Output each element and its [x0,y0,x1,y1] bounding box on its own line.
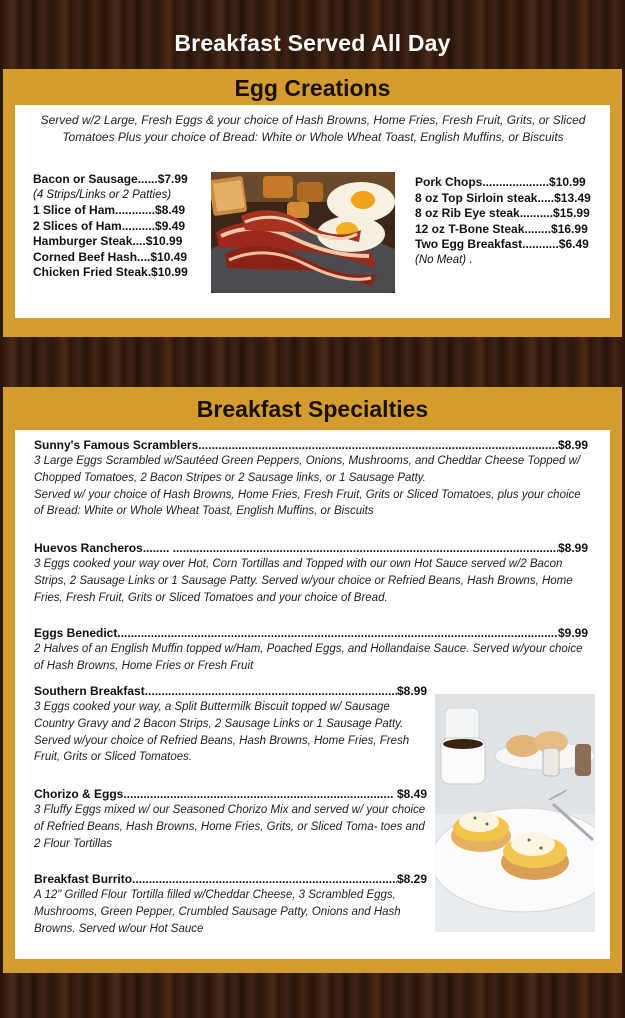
menu-item: Hamburger Steak....$10.99 [33,234,183,248]
specialty-item [34,871,427,937]
menu-item: 8 oz Rib Eye steak..........$15.99 [415,206,590,220]
menu-item-note: (4 Strips/Links or 2 Patties) [33,188,172,201]
specialty-description: Served w/ your choice of Hash Browns, Home Fries, Fresh Fruit, Grits or Sliced Tomatoes, plus your choice of Bread: White or Whole Wheat Toast, English Muffins, or Biscuits [34,488,581,518]
specialty-price: $8.49 [393,787,427,801]
egg-creations-heading: Egg Creations [234,75,391,101]
menu-item: 12 oz T-Bone Steak........$16.99 [415,221,588,236]
menu-item: Bacon or Sausage......$7.99 [33,172,188,186]
eggs-benedict-photo [435,694,595,932]
specialty-description: 3 Fluffy Eggs mixed w/ our Seasoned Chorizo Mix and served w/ your choice of Refried Beans, Hash Browns, Home Fries, Grits, or Sliced Toma- toes and 2 Flour Tortillas [34,804,426,850]
egg-creations-intro: Served w/2 Large, Fresh Eggs & your choice of Hash Browns, Home Fries, Fresh Fruit, Grits, or Sliced Tomatoes Plus your choice of Bread: White or Whole Wheat Toast, English Muffins, or Biscuits [40,113,586,144]
specialty-price: $8.99 [557,541,588,555]
leader-dots [198,437,558,453]
leader-dots [173,540,558,556]
specialty-item [34,540,588,606]
specialty-item [34,786,427,852]
specialty-item [34,625,588,675]
specialty-name: Breakfast Burrito [34,872,133,886]
egg-creations-panel [3,69,622,337]
menu-item: Corned Beef Hash....$10.49 [33,249,188,264]
specialty-name: Chorizo & Eggs [34,787,124,801]
specialty-price: $9.99 [557,626,588,640]
egg-creations-card [15,105,610,318]
bacon-eggs-photo [211,172,395,293]
leader-dots [117,625,558,641]
breakfast-specialties-heading: Breakfast Specialties [196,396,429,422]
specialty-name: Sunny's Famous Scramblers [34,438,199,452]
menu-item: 2 Slices of Ham..........$9.49 [33,218,186,233]
specialty-item [34,683,427,766]
menu-item: 1 Slice of Ham............$8.49 [33,203,186,217]
leader-dots [145,683,397,699]
specialty-description: 3 Large Eggs Scrambled w/Sautéed Green Peppers, Onions, Mushrooms, and Cheddar Cheese Topped w/ Chopped Tomatoes, 2 Bacon Stripes or 2 Sausage links, or 1 Sausage Patty. [34,455,581,484]
specialty-description: 3 Eggs cooked your way, a Split Buttermilk Biscuit topped w/ Sausage Country Gravy and 2 Bacon Strips, 2 Sausage Links or 1 Sausage Patty. Served w/your choice of Refried Beans, Hash Browns, Home Fries, Fresh Fruit, Grits or Sliced Tomatoes. [34,701,410,764]
egg-creations-left-list [33,172,208,281]
specialty-item [34,437,588,520]
specialty-description: 2 Halves of an English Muffin topped w/Ham, Poached Eggs, and Hollandaise Sauce. Served w/your choice of Hash Browns, Home Fries or Fresh Fruit [34,643,583,672]
leader-dots [132,871,397,887]
menu-item: 8 oz Top Sirloin steak.....$13.49 [415,190,591,205]
breakfast-specialties-panel [3,387,622,973]
menu-item: Two Egg Breakfast...........$6.49 [415,237,589,251]
leader-dots [123,786,393,802]
specialty-name: Huevos Rancheros........ [34,541,173,555]
menu-item: Pork Chops....................$10.99 [415,175,586,189]
specialty-price: $8.29 [396,872,427,886]
egg-creations-right-list [415,175,595,268]
specialty-price: $8.99 [557,438,588,452]
menu-item: Chicken Fried Steak.$10.99 [33,265,188,279]
specialty-name: Eggs Benedict [34,626,118,640]
specialty-description: 3 Eggs cooked your way over Hot, Corn Tortillas and Topped with our own Hot Sauce served w/2 Bacon Strips, 2 Sausage Links or 1 Sausage Patty. Served w/your choice or Refried Beans, Hash Browns, Home Fries, Fresh Fruit, Grits or Sliced Tomatoes and your choice of Bread. [34,558,573,604]
page-title: Breakfast Served All Day [174,30,451,56]
menu-item-note: (No Meat) . [415,253,473,266]
specialty-description: A 12" Grilled Flour Tortilla filled w/Cheddar Cheese, 3 Scrambled Eggs, Mushrooms, Green Pepper, Crumbled Sausage Patty, Onions and Hash Browns. Served w/our Hot Sauce [34,889,401,935]
breakfast-specialties-card [15,430,610,959]
specialty-price: $8.99 [396,684,427,698]
specialty-name: Southern Breakfast [34,684,145,698]
